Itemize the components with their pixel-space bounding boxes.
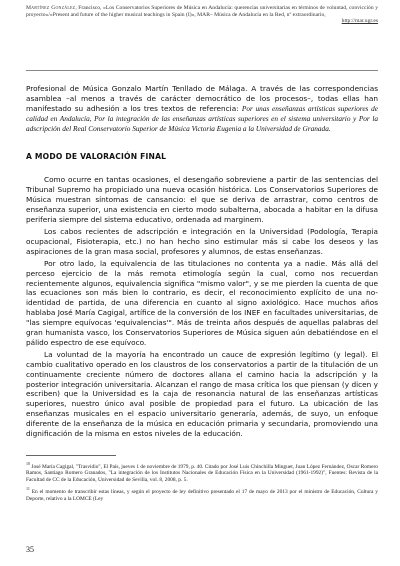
footnote-text: En el momento de transcribir estas líneas, y según el proyecto de ley definitivo presentado el 17 de mayo de 2013 por el ministro de Educación, Cultura y Deporte, relativo a la LOMCE (Ley — [26, 489, 378, 502]
footnote-divider — [26, 455, 116, 456]
header-link[interactable]: http://mar.ugr.es — [341, 18, 378, 25]
running-header — [26, 5, 378, 25]
main-text — [26, 84, 378, 439]
page-number: 35 — [26, 545, 34, 554]
header-author: Martínez González — [26, 5, 76, 11]
section-title: A MODO DE VALORACIÓN FINAL — [26, 151, 167, 161]
paragraph-1: Como ocurre en tantas ocasiones, el desengaño sobreviene a partir de las sentencias del Tribunal Supremo ha propiciado una nueva ocasión histórica. Los Conservatorios Superiores de Música muestran síntomas de cansancio: el que se deriva de arrastrar, como centros de enseñanza superior, una existencia en cierto modo subalterna, abocada a habitar en la difusa periferia siempre del sistema educativo, ordenada ad marginem. — [26, 175, 378, 225]
footnote-text: José María Cagigal, "Trasvidio", El País, jueves 1 de noviembre de 1979, p. 40. Citado por José Luis Chinchilla Minguet, Juan López Fernández, Oscar Romero Ramos, Santiago Romero Granados, "La integración de los Institutos Nacionales de Educación Física en la Universidad (1961-1992)", Fuentes: Revista de la Facultad de CC de la Educación, Universidad de Sevilla, vol. 8, 2008, p. 5. — [26, 463, 378, 483]
intro-quote: Por unas enseñanzas artísticas superiores de calidad en Andalucía, Por la integración de las enseñanzas artísticas superiores en el sistema universitario y Por la adscripción del Real Conservatorio Superior de Música Victoria Eugenia a la Universidad de Granada. — [26, 103, 378, 133]
footnote-number: 11 — [26, 486, 30, 492]
intro-paragraph — [26, 84, 378, 134]
intro-text: Profesional de Música Gonzalo Martín Tenllado de Málaga. A través de las correspondencias asamblea –al menos a través de carácter democrático de los procesos–, todas ellas han manifestado su adhesión a los tres textos de referencia: — [26, 84, 378, 113]
header-divider — [26, 70, 378, 71]
footnotes — [26, 461, 378, 505]
header-citation: , Francisco, «Los Conservatorios Superiores de Música en Andalucía: querencias universitarias en términos de voluntad, convicción y proyecto»/«Present and future of the higher musical teachings in Spain (I)», MAR– Música de Andalucía en la Red, nº extraordinario, — [26, 5, 378, 18]
footnote — [26, 461, 378, 483]
paragraph-3: Por otro lado, la equivalencia de las titulaciones no contenta ya a nadie. Más allá del perceso ejercicio de la más remota etimología según la cual, como nos recuerdan recientemente algunos, equivalencia significa "mismo valor", y se me pierden la cuenta de que las ecuaciones son más bien lo contrario, es decir, el reconocimiento explícito de una no-identidad de partida, de una diferencia en cuanto al signo axiológico. Hace muchos años hablaba José María Cagigal, artífice de la conversión de los INEF en facultades universitarias, de "las siempre equívocas 'equivalencias'". Más de treinta años después de aquellas palabras del gran humanista vasco, los Conservatorios Superiores de Música siguen aún debatiéndose en el pálido espectro de ese equívoco. — [26, 258, 378, 347]
paragraph-2: Los cabos recientes de adscripción e integración en la Universidad (Podología, Terapia ocupacional, Fisioterapia, etc.) no han hecho sino estimular más si cabe los deseos y las aspiraciones de la gran masa social, profesores y alumnos, de estas enseñanzas. — [26, 226, 378, 256]
footnote-number: 10 — [26, 461, 30, 466]
paragraph-4: La voluntad de la mayoría ha encontrado un cauce de expresión legítimo (y legal). El cambio cualitativo operado en los claustros de los conservatorios a partir de la titulación de un continuamente creciente número de doctores allana el camino hacia la adscripción y la posterior integración universitaria. Alcanzan el rango de masa crítica los que piensan (y dicen y escriben) que la Universidad es la caja de resonancia natural de las enseñanzas artísticas superiores, nuestro único aval posible de propiedad para el futuro. La ubicación de las enseñanzas musicales en el espacio universitario generaría, además, de suyo, un enfoque diferente de la enseñanza de la música en educación primaria y secundaria, promoviendo una dignificación de la misma en estos niveles de la educación. — [26, 349, 378, 439]
footnote — [26, 486, 378, 502]
